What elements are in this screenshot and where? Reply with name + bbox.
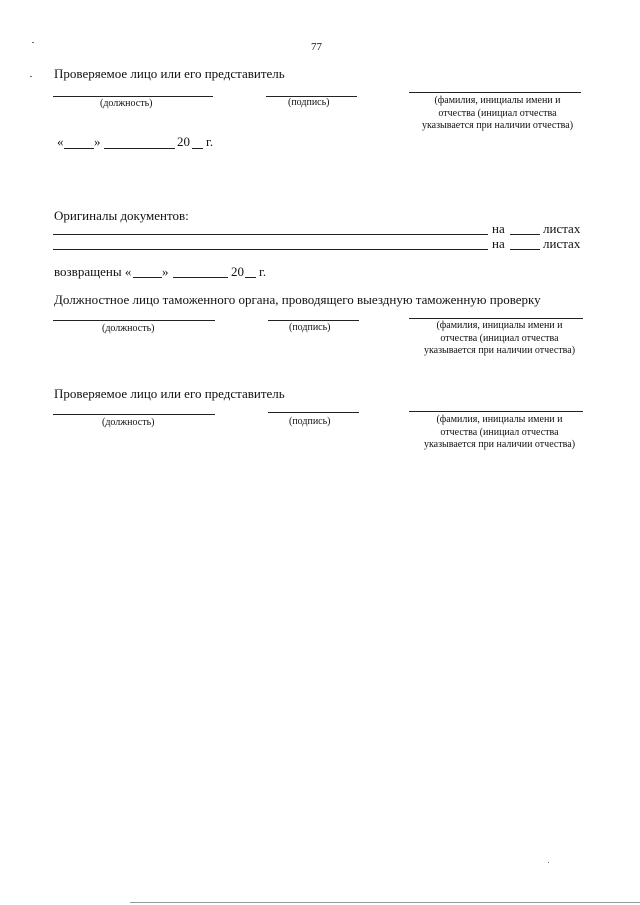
returned-year-suffix: г. <box>259 264 267 279</box>
name-caption-line: (фамилия, инициалы имени и <box>434 95 561 106</box>
date-close-quote: » <box>94 134 101 149</box>
name-line[interactable] <box>409 92 581 93</box>
originals-heading: Оригиналы документов: <box>54 208 189 223</box>
date-month-blank[interactable] <box>104 148 175 149</box>
name-caption <box>412 320 587 358</box>
signature-caption: (подпись) <box>289 322 331 333</box>
position-line[interactable] <box>53 320 215 321</box>
scan-speck <box>30 76 32 77</box>
originals-on-word: на <box>492 221 505 236</box>
name-caption-line: (фамилия, инициалы имени и <box>436 320 563 331</box>
name-line[interactable] <box>409 318 583 319</box>
originals-sheets-word: листах <box>543 236 581 251</box>
returned-close-quote: » <box>162 264 169 279</box>
signature-caption: (подпись) <box>288 97 330 108</box>
name-caption <box>412 414 587 452</box>
name-caption-line: отчества (инициал отчества <box>440 332 559 344</box>
name-caption-line: (фамилия, инициалы имени и <box>436 414 563 425</box>
position-caption: (должность) <box>102 417 155 428</box>
originals-sheets-word: листах <box>543 221 581 236</box>
scan-speck <box>548 862 549 863</box>
name-caption <box>410 95 585 133</box>
position-line[interactable] <box>53 414 215 415</box>
section2-heading: Должностное лицо таможенного органа, проводящего выездную таможенную проверку <box>54 292 541 307</box>
originals-on-word: на <box>492 236 505 251</box>
date-day-blank[interactable] <box>64 148 94 149</box>
position-line[interactable] <box>53 96 213 97</box>
name-caption-line: указывается при наличии отчества) <box>423 439 576 450</box>
signature-line[interactable] <box>268 412 359 413</box>
scan-speck <box>32 42 34 43</box>
name-caption-line: отчества (инициал отчества <box>440 426 559 438</box>
signature-caption: (подпись) <box>289 416 331 427</box>
date-year-suffix: г. <box>206 134 214 149</box>
name-caption-line: указывается при наличии отчества) <box>421 120 574 131</box>
page-number: 77 <box>311 41 322 53</box>
section3-heading: Проверяемое лицо или его представитель <box>54 386 285 401</box>
name-line[interactable] <box>409 411 583 412</box>
date-year-prefix: 20 <box>177 134 190 149</box>
returned-label: возвращены « <box>54 264 132 279</box>
section1-heading: Проверяемое лицо или его представитель <box>54 66 285 81</box>
originals-sheets-blank[interactable] <box>510 249 540 250</box>
name-caption-line: указывается при наличии отчества) <box>423 345 576 356</box>
position-caption: (должность) <box>102 323 155 334</box>
name-caption-line: отчества (инициал отчества <box>438 107 557 119</box>
scan-edge <box>130 902 640 903</box>
signature-line[interactable] <box>268 320 359 321</box>
returned-day-blank[interactable] <box>133 277 162 278</box>
position-caption: (должность) <box>100 98 153 109</box>
date-year-blank[interactable] <box>192 148 203 149</box>
returned-year-prefix: 20 <box>231 264 244 279</box>
returned-year-blank[interactable] <box>245 277 256 278</box>
returned-month-blank[interactable] <box>173 277 228 278</box>
originals-doc-line[interactable] <box>53 249 488 250</box>
originals-sheets-blank[interactable] <box>510 234 540 235</box>
originals-doc-line[interactable] <box>53 234 488 235</box>
date-open-quote: « <box>57 134 64 149</box>
